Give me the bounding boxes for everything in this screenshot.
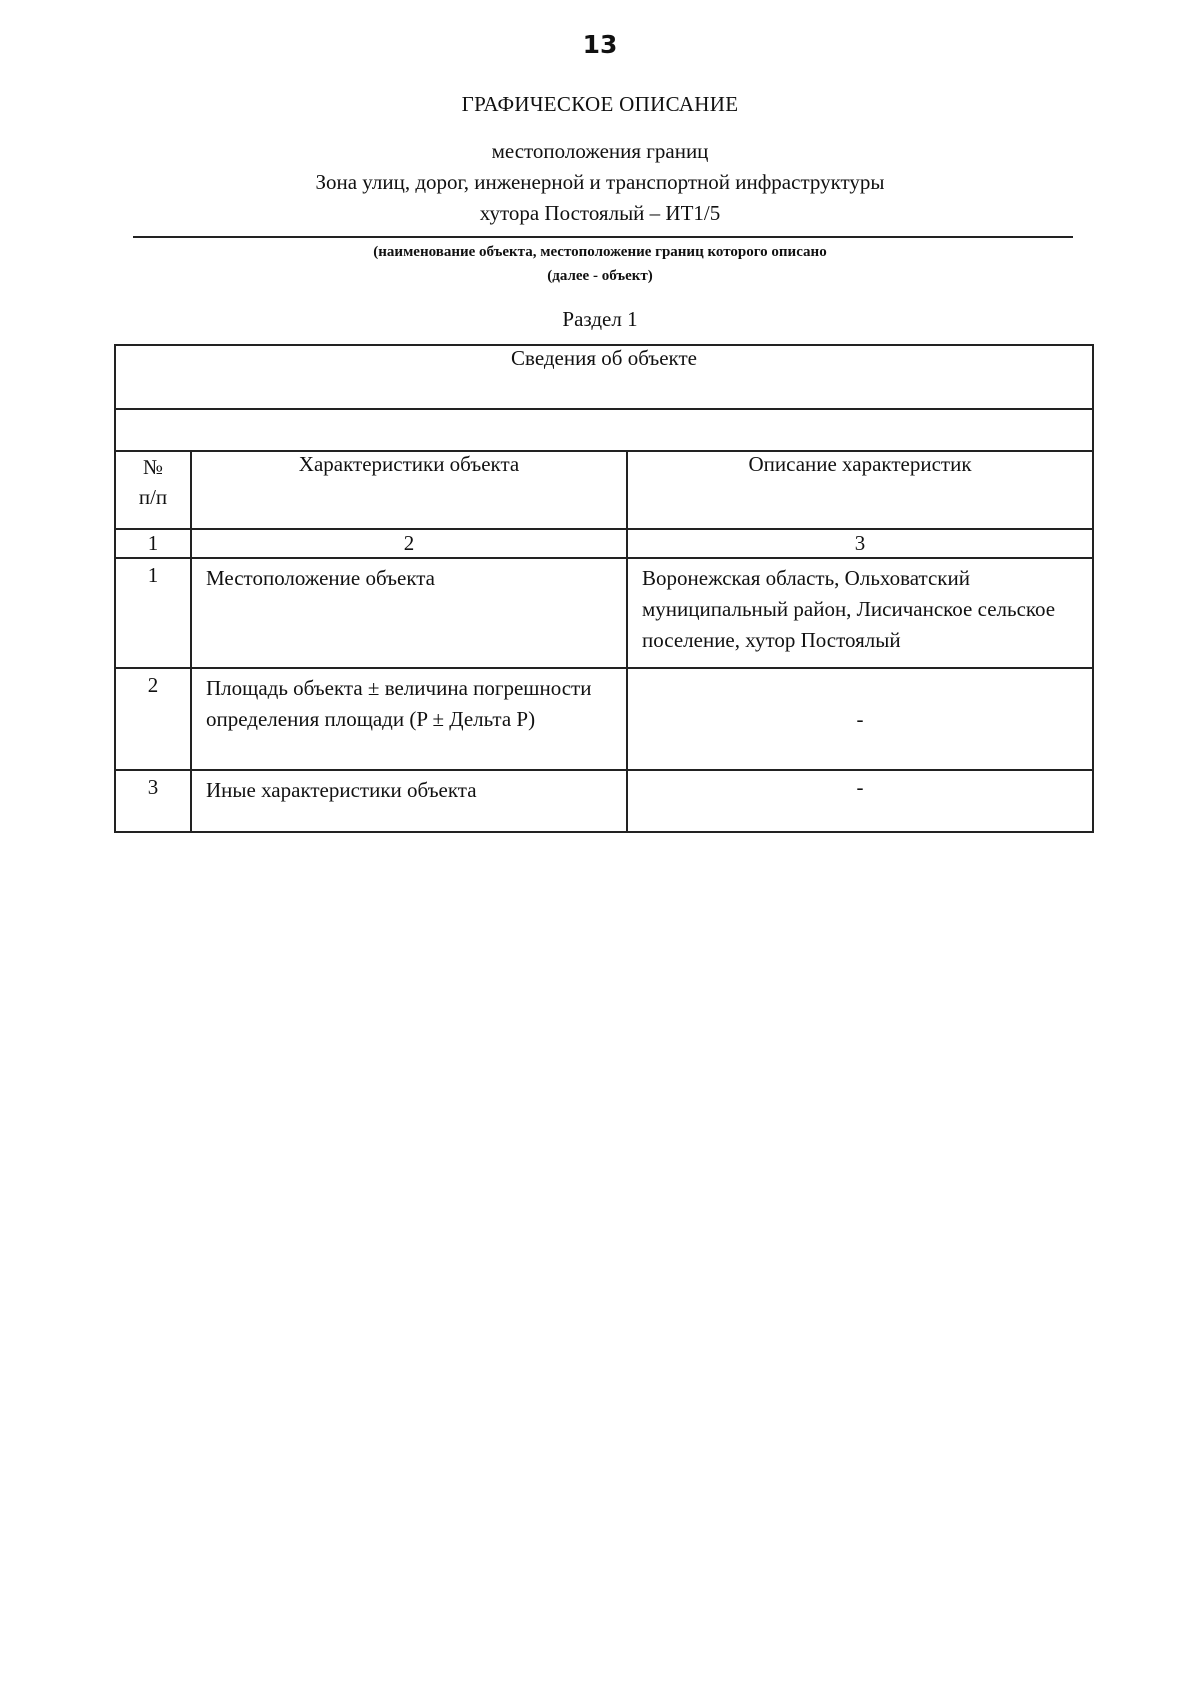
header-num-line-2: п/п xyxy=(138,485,168,509)
row-characteristic: Иные характеристики объекта xyxy=(191,770,627,832)
table-row xyxy=(115,558,1093,668)
row-number: 2 xyxy=(115,668,191,770)
column-number: 3 xyxy=(627,529,1093,558)
object-line-3: хутора Постоялый – ИТ1/5 xyxy=(479,201,721,225)
table-heading-row xyxy=(115,345,1093,409)
table-row xyxy=(115,770,1093,832)
row-description: - xyxy=(627,668,1093,770)
row-description: - xyxy=(627,770,1093,832)
row-description: Воронежская область, Ольховатский муниципальный район, Лисичанское сельское поселение, хутор Постоялый xyxy=(627,558,1093,668)
column-number-row xyxy=(115,529,1093,558)
object-info-table xyxy=(114,344,1094,833)
caption-line-2: (далее - объект) xyxy=(547,268,653,284)
document-title: ГРАФИЧЕСКОЕ ОПИСАНИЕ xyxy=(461,92,739,116)
empty-cell xyxy=(115,409,1093,451)
object-line-2: Зона улиц, дорог, инженерной и транспортной инфраструктуры xyxy=(315,170,885,194)
header-num-line-1: № xyxy=(142,455,164,479)
header-characteristics: Характеристики объекта xyxy=(191,451,627,529)
row-characteristic: Площадь объекта ± величина погрешности определения площади (P ± Дельта P) xyxy=(191,668,627,770)
table-heading: Сведения об объекте xyxy=(115,345,1093,409)
table-row xyxy=(115,668,1093,770)
object-line-1: местоположения границ xyxy=(491,139,709,163)
caption-line-1: (наименование объекта, местоположение границ которого описано xyxy=(373,244,827,260)
section-title: Раздел 1 xyxy=(562,307,638,331)
column-number: 2 xyxy=(191,529,627,558)
page-number: 13 xyxy=(582,30,618,59)
header-description: Описание характеристик xyxy=(627,451,1093,529)
row-number: 1 xyxy=(115,558,191,668)
header-num xyxy=(115,451,191,529)
row-characteristic: Местоположение объекта xyxy=(191,558,627,668)
column-number: 1 xyxy=(115,529,191,558)
row-number: 3 xyxy=(115,770,191,832)
underline-rule xyxy=(133,236,1073,238)
column-header-row xyxy=(115,451,1093,529)
table-empty-row xyxy=(115,409,1093,451)
